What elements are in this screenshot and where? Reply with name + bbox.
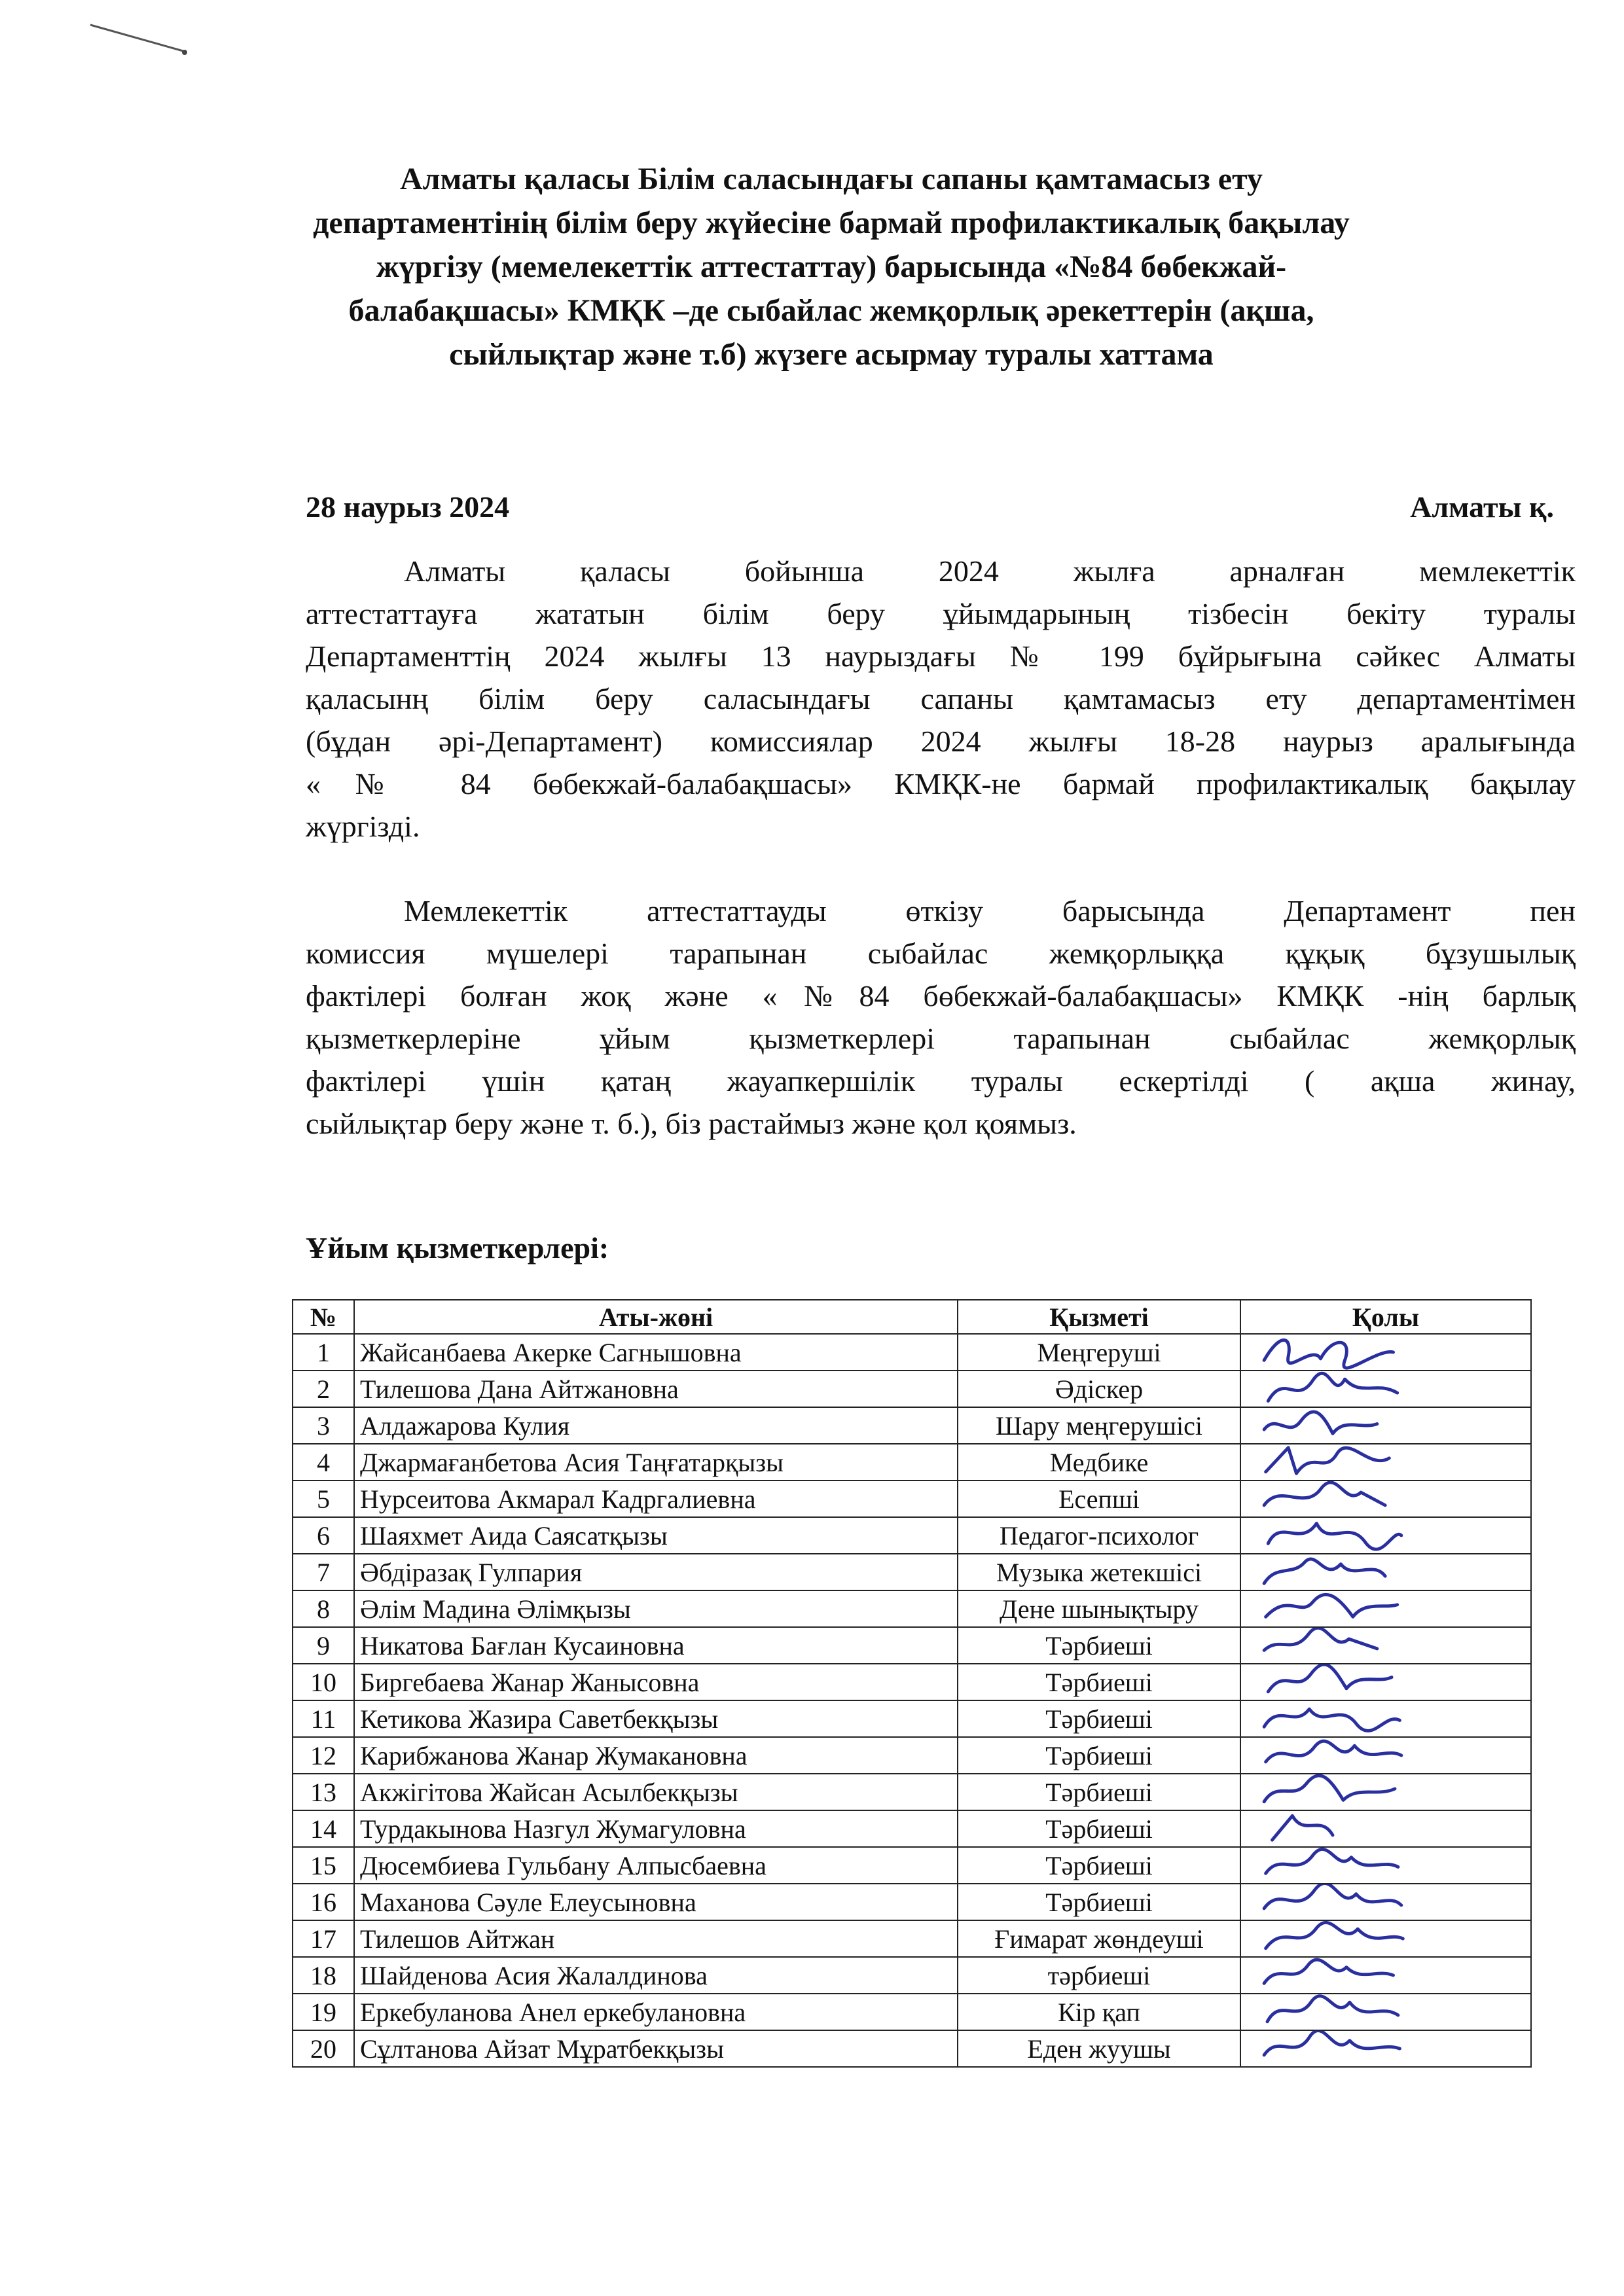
paragraph-line: «№ 84 бөбекжай-балабақшасы» КМҚК-не бармай профилактикалық бақылау bbox=[306, 767, 1576, 800]
handwritten-signature bbox=[1254, 2030, 1411, 2067]
handwritten-signature bbox=[1254, 1810, 1411, 1847]
employee-name: Сұлтанова Айзат Мұратбекқызы bbox=[354, 2030, 958, 2067]
row-number: 14 bbox=[293, 1810, 354, 1847]
employee-name: Әлім Мадина Әлімқызы bbox=[354, 1590, 958, 1627]
paragraph-line: комиссия мүшелері тарапынан сыбайлас жемқорлыққа құқық бұзушылық bbox=[306, 937, 1576, 970]
row-number: 4 bbox=[293, 1444, 354, 1480]
signature-cell bbox=[1240, 1554, 1531, 1590]
paragraph-line: қаласынң білім беру саласындағы сапаны қамтамасыз ету департаментімен bbox=[306, 682, 1576, 715]
handwritten-signature bbox=[1254, 1554, 1411, 1590]
table-row bbox=[293, 1554, 1531, 1590]
employee-position: Тәрбиеші bbox=[958, 1627, 1240, 1664]
handwritten-signature bbox=[1254, 1700, 1411, 1737]
table-row bbox=[293, 1847, 1531, 1884]
paragraph-line: қызметкерлеріне ұйым қызметкерлері тарапынан сыбайлас жемқорлық bbox=[306, 1022, 1576, 1055]
handwritten-signature bbox=[1254, 1480, 1411, 1517]
paragraph-line: фактілері болған жоқ және «№84 бөбекжай-балабақшасы» КМҚК -нің барлық bbox=[306, 979, 1576, 1013]
handwritten-signature bbox=[1254, 1957, 1411, 1994]
table-row bbox=[293, 1737, 1531, 1774]
employee-name: Алдажарова Кулия bbox=[354, 1407, 958, 1444]
handwritten-signature bbox=[1254, 1334, 1411, 1371]
employee-position: Тәрбиеші bbox=[958, 1884, 1240, 1920]
row-number: 12 bbox=[293, 1737, 354, 1774]
paragraph-line: аттестаттауға жататын білім беру ұйымдарының тізбесін бекіту туралы bbox=[306, 597, 1576, 630]
employee-name: Нурсеитова Акмарал Кадргалиевна bbox=[354, 1480, 958, 1517]
employee-position: Тәрбиеші bbox=[958, 1664, 1240, 1700]
paragraph-line: фактілері үшін қатаң жауапкершілік туралы ескертілді ( ақша жинау, bbox=[306, 1064, 1576, 1098]
signature-cell bbox=[1240, 1774, 1531, 1810]
row-number: 19 bbox=[293, 1994, 354, 2030]
table-row bbox=[293, 1334, 1531, 1371]
staff-heading: Ұйым қызметкерлері: bbox=[306, 1231, 609, 1265]
document-title bbox=[236, 157, 1427, 376]
signature-cell bbox=[1240, 1810, 1531, 1847]
handwritten-signature bbox=[1254, 1444, 1411, 1480]
table-header-row bbox=[293, 1300, 1531, 1334]
signature-cell bbox=[1240, 1517, 1531, 1554]
table-row bbox=[293, 1884, 1531, 1920]
employee-position: Дене шынықтыру bbox=[958, 1590, 1240, 1627]
employee-name: Маханова Сәуле Елеусыновна bbox=[354, 1884, 958, 1920]
table-row bbox=[293, 1371, 1531, 1407]
row-number: 13 bbox=[293, 1774, 354, 1810]
signature-cell bbox=[1240, 1994, 1531, 2030]
employee-name: Шайденова Асия Жалалдинова bbox=[354, 1957, 958, 1994]
row-number: 8 bbox=[293, 1590, 354, 1627]
header-name: Аты-жөні bbox=[354, 1300, 958, 1334]
employee-name: Кетикова Жазира Саветбекқызы bbox=[354, 1700, 958, 1737]
employee-name: Биргебаева Жанар Жанысовна bbox=[354, 1664, 958, 1700]
row-number: 5 bbox=[293, 1480, 354, 1517]
paragraph-line: Мемлекеттік аттестаттауды өткізу барысында Департамент пен bbox=[404, 894, 1576, 927]
handwritten-signature bbox=[1254, 1590, 1411, 1627]
employee-position: Медбике bbox=[958, 1444, 1240, 1480]
employee-position: Есепші bbox=[958, 1480, 1240, 1517]
handwritten-signature bbox=[1254, 1737, 1411, 1774]
table-row bbox=[293, 1627, 1531, 1664]
table-row bbox=[293, 1444, 1531, 1480]
signature-cell bbox=[1240, 1407, 1531, 1444]
row-number: 10 bbox=[293, 1664, 354, 1700]
employee-name: Карибжанова Жанар Жумакановна bbox=[354, 1737, 958, 1774]
header-position: Қызметі bbox=[958, 1300, 1240, 1334]
staff-table bbox=[292, 1299, 1532, 2068]
header-number: № bbox=[293, 1300, 354, 1334]
table-row bbox=[293, 2030, 1531, 2067]
handwritten-signature bbox=[1254, 1517, 1411, 1554]
row-number: 11 bbox=[293, 1700, 354, 1737]
table-row bbox=[293, 1590, 1531, 1627]
title-line: балабақшасы» КМҚК –де сыбайлас жемқорлық әрекеттерін (ақша, bbox=[348, 293, 1314, 328]
paragraph-line: Департаменттің 2024 жылғы 13 наурыздағы № 199 бұйрығына сәйкес Алматы bbox=[306, 639, 1576, 673]
handwritten-signature bbox=[1254, 1371, 1411, 1407]
table-row bbox=[293, 1517, 1531, 1554]
signature-cell bbox=[1240, 1334, 1531, 1371]
employee-position: Тәрбиеші bbox=[958, 1810, 1240, 1847]
row-number: 9 bbox=[293, 1627, 354, 1664]
table-row bbox=[293, 1480, 1531, 1517]
title-line: сыйлықтар және т.б) жүзеге асырмау туралы хаттама bbox=[449, 337, 1214, 372]
signature-cell bbox=[1240, 1480, 1531, 1517]
handwritten-signature bbox=[1254, 1664, 1411, 1700]
employee-name: Шаяхмет Аида Саясатқызы bbox=[354, 1517, 958, 1554]
paragraph-2 bbox=[306, 889, 1576, 1145]
handwritten-signature bbox=[1254, 1884, 1411, 1920]
staff-table-body bbox=[293, 1334, 1531, 2067]
table-row bbox=[293, 1810, 1531, 1847]
paragraph-line: жүргізді. bbox=[306, 810, 420, 843]
table-row bbox=[293, 1920, 1531, 1957]
document-place: Алматы қ. bbox=[1410, 490, 1554, 524]
signature-cell bbox=[1240, 1920, 1531, 1957]
employee-name: Еркебуланова Анел еркебулановна bbox=[354, 1994, 958, 2030]
table-row bbox=[293, 1407, 1531, 1444]
signature-cell bbox=[1240, 1590, 1531, 1627]
employee-name: Никатова Бағлан Кусаиновна bbox=[354, 1627, 958, 1664]
employee-position: Ғимарат жөндеуші bbox=[958, 1920, 1240, 1957]
employee-position: Шару меңгерушісі bbox=[958, 1407, 1240, 1444]
signature-cell bbox=[1240, 1444, 1531, 1480]
signature-cell bbox=[1240, 1737, 1531, 1774]
row-number: 1 bbox=[293, 1334, 354, 1371]
signature-cell bbox=[1240, 1847, 1531, 1884]
signature-cell bbox=[1240, 1371, 1531, 1407]
employee-position: Тәрбиеші bbox=[958, 1847, 1240, 1884]
handwritten-signature bbox=[1254, 1407, 1411, 1444]
signature-cell bbox=[1240, 1884, 1531, 1920]
employee-position: Музыка жетекшісі bbox=[958, 1554, 1240, 1590]
employee-position: Меңгеруші bbox=[958, 1334, 1240, 1371]
employee-position: Тәрбиеші bbox=[958, 1774, 1240, 1810]
document-date: 28 наурыз 2024 bbox=[306, 490, 510, 524]
employee-name: Дюсембиева Гульбану Алпысбаевна bbox=[354, 1847, 958, 1884]
row-number: 6 bbox=[293, 1517, 354, 1554]
handwritten-signature bbox=[1254, 1774, 1411, 1810]
signature-cell bbox=[1240, 1627, 1531, 1664]
pen-stroke-mark bbox=[85, 20, 196, 59]
title-line: Алматы қаласы Білім саласындағы сапаны қамтамасыз ету bbox=[399, 162, 1263, 196]
paragraph-line: сыйлықтар беру және т. б.), біз растаймыз және қол қоямыз. bbox=[306, 1107, 1077, 1140]
employee-name: Турдакынова Назгул Жумагуловна bbox=[354, 1810, 958, 1847]
row-number: 20 bbox=[293, 2030, 354, 2067]
employee-position: Педагог-психолог bbox=[958, 1517, 1240, 1554]
row-number: 2 bbox=[293, 1371, 354, 1407]
employee-position: Еден жуушы bbox=[958, 2030, 1240, 2067]
title-line: жүргізу (мемелекеттік аттестаттау) барысында «№84 бөбекжай- bbox=[376, 249, 1287, 284]
employee-name: Джармағанбетова Асия Таңғатарқызы bbox=[354, 1444, 958, 1480]
row-number: 7 bbox=[293, 1554, 354, 1590]
employee-name: Тилешов Айтжан bbox=[354, 1920, 958, 1957]
table-row bbox=[293, 1664, 1531, 1700]
table-row bbox=[293, 1774, 1531, 1810]
row-number: 16 bbox=[293, 1884, 354, 1920]
signature-cell bbox=[1240, 1664, 1531, 1700]
employee-position: Кір қап bbox=[958, 1994, 1240, 2030]
handwritten-signature bbox=[1254, 1920, 1411, 1957]
row-number: 17 bbox=[293, 1920, 354, 1957]
signature-cell bbox=[1240, 1957, 1531, 1994]
signature-cell bbox=[1240, 1700, 1531, 1737]
header-signature: Қолы bbox=[1240, 1300, 1531, 1334]
employee-name: Тилешова Дана Айтжановна bbox=[354, 1371, 958, 1407]
employee-position: тәрбиеші bbox=[958, 1957, 1240, 1994]
paragraph-line: (бұдан әрі-Департамент) комиссиялар 2024 жылғы 18-28 наурыз аралығында bbox=[306, 725, 1576, 758]
employee-name: Әбдіразақ Гулпария bbox=[354, 1554, 958, 1590]
row-number: 3 bbox=[293, 1407, 354, 1444]
employee-position: Тәрбиеші bbox=[958, 1737, 1240, 1774]
employee-name: Акжігітова Жайсан Асылбекқызы bbox=[354, 1774, 958, 1810]
table-row bbox=[293, 1994, 1531, 2030]
employee-name: Жайсанбаева Акерке Сагнышовна bbox=[354, 1334, 958, 1371]
row-number: 18 bbox=[293, 1957, 354, 1994]
handwritten-signature bbox=[1254, 1627, 1411, 1664]
table-row bbox=[293, 1957, 1531, 1994]
paragraph-line: Алматы қаласы бойынша 2024 жылға арналған мемлекеттік bbox=[404, 554, 1576, 588]
paragraph-1 bbox=[306, 550, 1576, 848]
employee-position: Әдіскер bbox=[958, 1371, 1240, 1407]
handwritten-signature bbox=[1254, 1994, 1411, 2030]
handwritten-signature bbox=[1254, 1847, 1411, 1884]
table-row bbox=[293, 1700, 1531, 1737]
title-line: департаментінің білім беру жүйесіне бармай профилактикалық бақылау bbox=[313, 206, 1350, 240]
signature-cell bbox=[1240, 2030, 1531, 2067]
row-number: 15 bbox=[293, 1847, 354, 1884]
employee-position: Тәрбиеші bbox=[958, 1700, 1240, 1737]
